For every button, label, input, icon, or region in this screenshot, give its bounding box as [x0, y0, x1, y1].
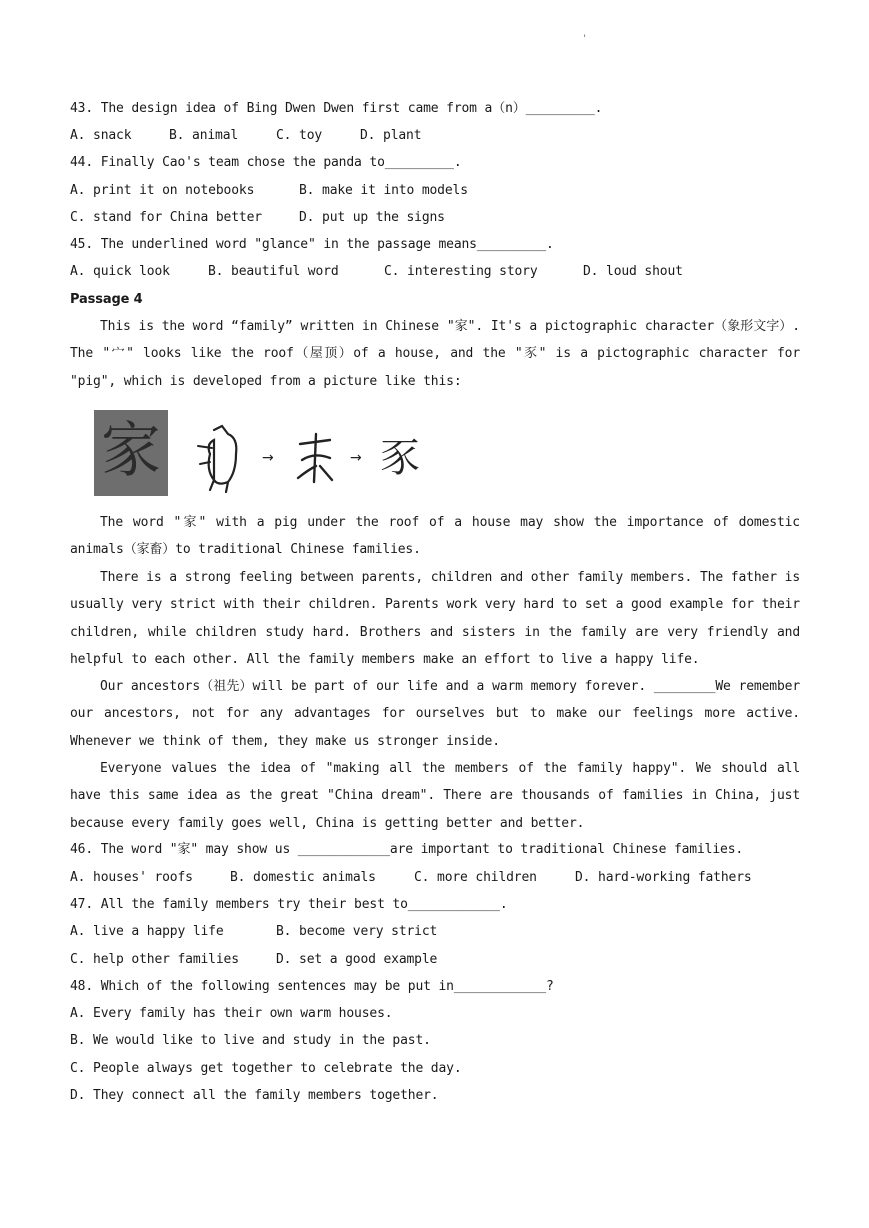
q48-option-c: C. People always get together to celebrate the day.: [70, 1061, 462, 1076]
q45-option-a: A. quick look: [70, 264, 170, 279]
q45-option-c: C. interesting story: [384, 264, 538, 279]
q43-options: [70, 127, 421, 145]
q46-options: [70, 869, 752, 887]
q46-option-d: D. hard-working fathers: [575, 870, 752, 885]
q48-option-d: D. They connect all the family members together.: [70, 1088, 439, 1103]
passage-paragraph-4: Our ancestors（祖先）will be part of our life and a warm memory forever. ________We remember our ancestors, not for any advantages for ourselves but to make our feelings more active. Whenever we think of them, they make us stronger inside.: [70, 679, 800, 749]
q46-stem: 46. The word "家" may show us ____________are important to traditional Chinese families.: [70, 842, 744, 857]
stamp-glyph: 家: [101, 416, 161, 486]
q47-option-a: A. live a happy life: [70, 924, 224, 939]
q47-stem: 47. All the family members try their best to____________.: [70, 897, 508, 912]
q44-stem: 44. Finally Cao's team chose the panda to_________.: [70, 155, 462, 170]
q44-options-row2: [70, 209, 445, 227]
passage-paragraph-3: There is a strong feeling between parents, children and other family members. The father is usually very strict with their children. Parents work very hard to set a good example for their children, while children study hard. Brothers and sisters in the family are very friendly and helpful to each other. All the family members make an effort to live a happy life.: [70, 570, 800, 668]
q48-stem: 48. Which of the following sentences may be put in____________?: [70, 979, 554, 994]
q47-option-c: C. help other families: [70, 952, 239, 967]
q43-option-d: D. plant: [360, 128, 422, 143]
passage-paragraph-2: The word "家" with a pig under the roof of a house may show the importance of domestic animals（家畜）to traditional Chinese families.: [70, 515, 800, 558]
q48-option-b: B. We would like to live and study in the past.: [70, 1033, 431, 1048]
q43-option-b: B. animal: [169, 128, 239, 143]
pictograph-figure: [94, 406, 434, 498]
q44-option-d: D. put up the signs: [299, 210, 445, 225]
header-mark: ': [582, 34, 588, 44]
q45-option-d: D. loud shout: [583, 264, 683, 279]
q44-option-a: A. print it on notebooks: [70, 183, 255, 198]
q44-option-b: B. make it into models: [299, 183, 468, 198]
q43-option-c: C. toy: [276, 128, 323, 143]
arrow-1-icon: →: [262, 450, 274, 466]
q44-options-row1: [70, 182, 468, 200]
passage-paragraph-1: This is the word “family” written in Chinese "家". It's a pictographic character（象形文字）. The "宀" looks like the roof（屋顶）of a house, and the "豕" is a pictographic character for "pig", which is developed from a picture like this:: [70, 319, 800, 389]
pig-sketch-icon: [192, 424, 252, 494]
arrow-2-icon: →: [350, 450, 362, 466]
q45-stem: 45. The underlined word "glance" in the passage means_________.: [70, 237, 554, 252]
q46-option-b: B. domestic animals: [230, 870, 376, 885]
q43-stem: 43. The design idea of Bing Dwen Dwen first came from a（n）_________.: [70, 101, 603, 116]
q47-options-row2: [70, 951, 437, 969]
passage-paragraph-5: Everyone values the idea of "making all the members of the family happy". We should all have this same idea as the great "China dream". There are thousands of families in China, just because every family goes well, China is getting better and better.: [70, 761, 800, 831]
passage-title: Passage 4: [70, 292, 143, 307]
q43-option-a: A. snack: [70, 128, 132, 143]
q46-option-a: A. houses' roofs: [70, 870, 193, 885]
q44-option-c: C. stand for China better: [70, 210, 262, 225]
q46-option-c: C. more children: [414, 870, 537, 885]
q45-options: [70, 263, 683, 281]
q47-option-d: D. set a good example: [276, 952, 438, 967]
q47-options-row1: [70, 923, 437, 941]
q48-option-a: A. Every family has their own warm houses.: [70, 1006, 393, 1021]
pig-character: 豕: [380, 435, 420, 481]
pig-glyph-stage2-icon: [290, 430, 340, 486]
q45-option-b: B. beautiful word: [208, 264, 339, 279]
q47-option-b: B. become very strict: [276, 924, 438, 939]
